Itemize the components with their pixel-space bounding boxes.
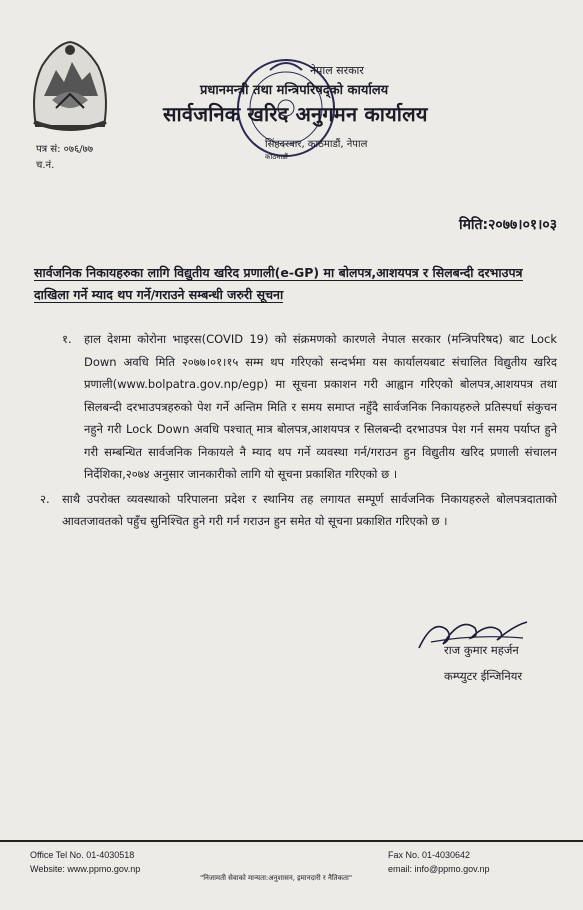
paragraph-number: २. <box>40 491 50 506</box>
civil-service-motto: "निजामती सेवाको मान्यता:अनुशासन, इमानदारी र नैतिकता" <box>200 874 353 882</box>
signatory-title: कम्प्युटर ईन्जिनियर <box>444 669 523 683</box>
email-link[interactable]: email: info@ppmo.gov.np <box>388 864 490 874</box>
paragraph-text: साथै उपरोक्त व्यवस्थाको परिपालना प्रदेश र स्थानिय तह लगायत सम्पूर्ण सार्वजनिक निकायहरुले बोलपत्रदाताको आवतजावतको पहुँच सुनिश्चित हुने गरी गर्न गराउन हुन समेत यो सूचना प्रकाशित गरिएको छ । <box>62 491 557 528</box>
stamp-place: काठमाडौं <box>265 153 288 161</box>
nepal-emblem-logo <box>26 36 114 136</box>
website-link[interactable]: Website: www.ppmo.gov.np <box>30 864 141 874</box>
office-address: सिंहदरबार, काठमाडौं, नेपाल <box>265 139 368 150</box>
notice-body <box>40 328 557 535</box>
office-name: सार्वजनिक खरिद अनुगमन कार्यालय <box>163 102 428 126</box>
office-tel: Office Tel No. 01-4030518 <box>30 850 135 860</box>
paragraph-number: १. <box>62 332 72 346</box>
paragraph-text: हाल देशमा कोरोना भाइरस(COVID 19) को संक्रमणको कारणले नेपाल सरकार (मन्त्रिपरिषद) बाट Lock Down अवधि मिति २०७७।०१।१५ सम्म थप गरिएको सन्दर्भमा यस कार्यालयबाट संचालित विद्युतीय खरिद प्रणाली(www.bolpatra.gov.np/egp) मा सूचना प्रकाशन गरी आह्वान गरिएको बोलपत्र,आशयपत्र तथा सिलबन्दी दरभाउपत्रहरुको पेश गर्ने अन्तिम मिति र समय समाप्त नहुँदै सार्वजनिक निकायहरुले प्रतिस्पर्धा संकुचन नहुने गरी Lock Down अवधि पश्चात् मात्र बोलपत्र,आशयपत्र र सिलबन्दी दरभाउपत्र पेश गर्न समय पर्याप्त हुने गरी सम्बन्धित सार्वजनिक निकायले नै म्याद थप गर्ने व्यवस्था गर्न/गराउन हुन विद्युतीय खरिद प्रणाली संचालन निर्देशिका,२०७४ अनुसार जानकारीको लागि यो सूचना प्रकाशित गरिएको छ । <box>84 332 557 481</box>
letter-date: मिति:२०७७।०१।०३ <box>458 217 557 233</box>
subject-text: सार्वजनिक निकायहरुका लागि विद्युतीय खरिद प्रणाली(e-GP) मा बोलपत्र,आशयपत्र र सिलबन्दी दरभाउपत्र दाखिला गर्ने म्याद थप गर्ने/गराउने सम्बन्धी जरुरी सूचना <box>34 265 523 302</box>
footer-divider <box>0 840 583 842</box>
reference-block <box>36 142 93 174</box>
paragraph-1 <box>62 328 557 486</box>
reference-number: पत्र सं: ०७६/७७ <box>36 144 94 155</box>
dispatch-number: च.नं. <box>36 160 55 171</box>
paragraph-2 <box>40 488 557 533</box>
government-name: नेपाल सरकार <box>310 64 364 77</box>
fax-number: Fax No. 01-4030642 <box>388 850 471 860</box>
ministry-name: प्रधानमन्त्री तथा मन्त्रिपरिषद्को कार्यालय <box>200 83 389 98</box>
signatory-name: राज कुमार महर्जन <box>444 643 519 657</box>
govt-line <box>200 63 388 98</box>
footer-right <box>388 848 490 876</box>
footer-left <box>30 848 140 876</box>
subject-heading <box>34 262 554 306</box>
